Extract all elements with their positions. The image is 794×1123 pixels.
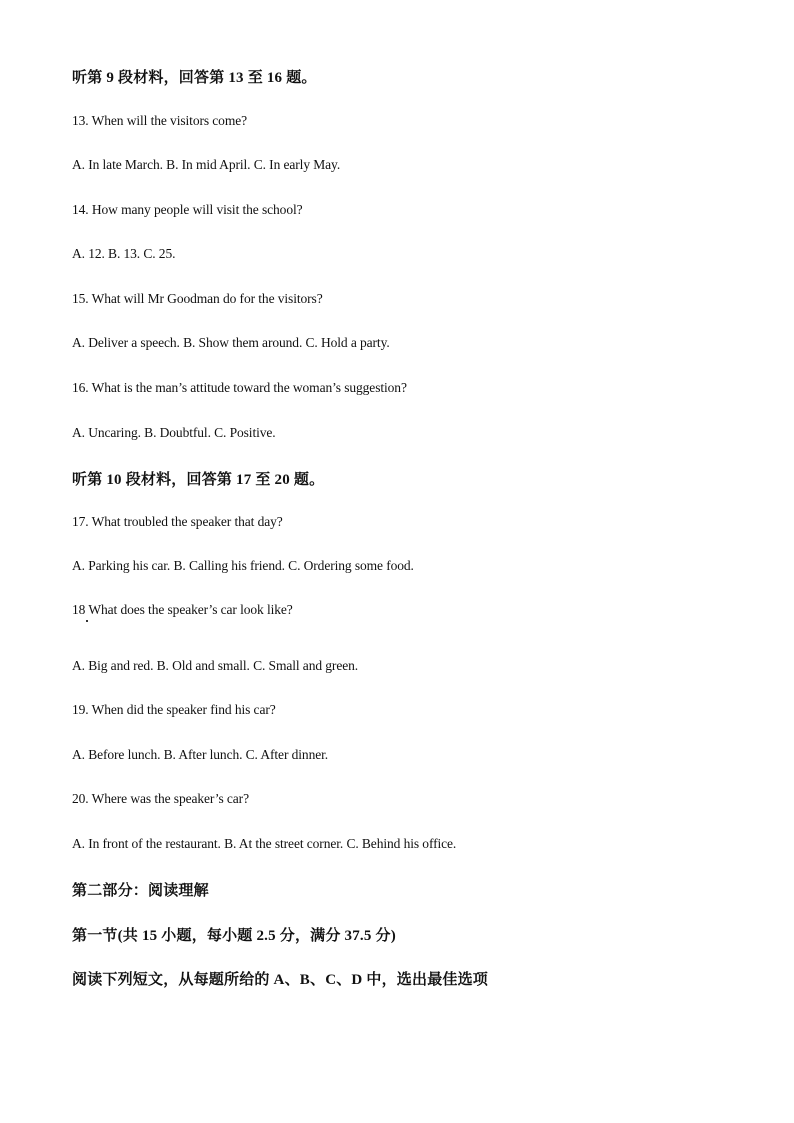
question-14: 14. How many people will visit the school? [72, 202, 303, 217]
options-17: A. Parking his car. B. Calling his friend. C. Ordering some food. [72, 558, 414, 573]
options-16: A. Uncaring. B. Doubtful. C. Positive. [72, 425, 276, 440]
section10-heading: 听第 10 段材料，回答第 17 至 20 题。 [72, 472, 325, 488]
options-15: A. Deliver a speech. B. Show them around. C. Hold a party. [72, 335, 390, 350]
part2-title: 第二部分：阅读理解 [72, 883, 209, 899]
section9-heading: 听第 9 段材料，回答第 13 至 16 题。 [72, 70, 317, 86]
question-19: 19. When did the speaker find his car? [72, 702, 276, 717]
options-19: A. Before lunch. B. After lunch. C. After dinner. [72, 747, 329, 762]
question-13: 13. When will the visitors come? [72, 113, 248, 128]
options-18: A. Big and red. B. Old and small. C. Small and green. [72, 658, 359, 673]
options-13: A. In late March. B. In mid April. C. In early May. [72, 157, 341, 172]
options-14: A. 12. B. 13. C. 25. [72, 246, 176, 261]
question-17: 17. What troubled the speaker that day? [72, 514, 283, 529]
section1-heading: 第一节(共 15 小题，每小题 2.5 分，满分 37.5 分) [72, 928, 396, 944]
question-16: 16. What is the man’s attitude toward the woman’s suggestion? [72, 380, 407, 395]
question-18: 18 What does the speaker’s car look like? [72, 602, 293, 617]
reading-instruction: 阅读下列短文，从每题所给的 A、B、C、D 中，选出最佳选项 [72, 972, 489, 988]
options-20: A. In front of the restaurant. B. At the street corner. C. Behind his office. [72, 836, 457, 851]
question-20: 20. Where was the speaker’s car? [72, 791, 249, 806]
stray-mark [86, 620, 88, 622]
question-15: 15. What will Mr Goodman do for the visitors? [72, 291, 323, 306]
